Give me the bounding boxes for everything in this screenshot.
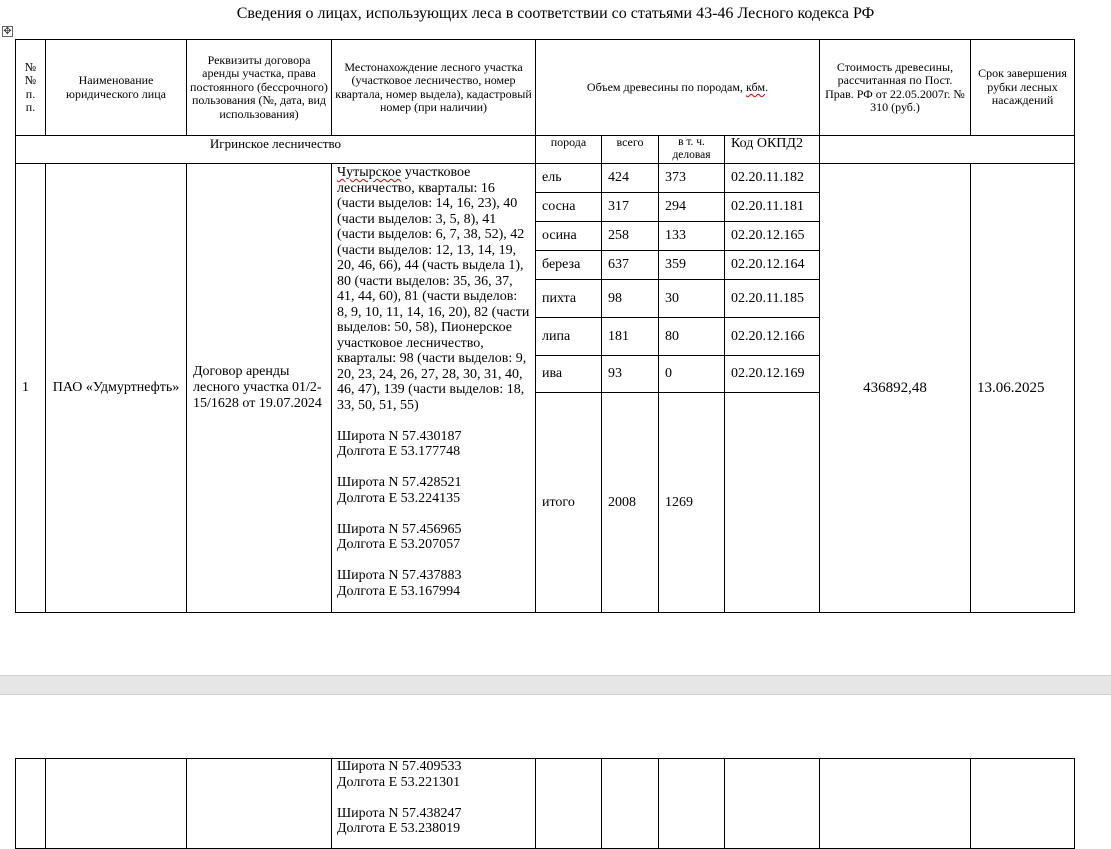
record-contract: Договор аренды лесного участка 01/2-15/1628 от 19.07.2024 (187, 164, 332, 613)
coord-lon: Долгота E 53.221301 (337, 774, 461, 790)
species-business: 359 (659, 251, 725, 280)
species-name: береза (536, 251, 602, 280)
coord-lon: Долгота E 53.238019 (337, 821, 461, 836)
coord-lon: Долгота E 53.177748 (337, 444, 461, 459)
forestry-name: Игринское лесничество (16, 136, 536, 164)
coord-lat: Широта N 57.437883 (337, 568, 462, 583)
totals-name: итого (536, 393, 602, 613)
header-volume-unit: кбм (745, 79, 766, 94)
subheader-business: в т. ч. деловая (659, 136, 725, 164)
coord-lat: Широта N 57.430187 (337, 428, 462, 444)
species-total: 258 (602, 222, 659, 251)
header-row (16, 40, 1075, 136)
species-code: 02.20.11.181 (725, 193, 820, 222)
continued-species (536, 759, 602, 849)
coord-lon: Долгота E 53.167994 (337, 583, 461, 599)
totals-code (725, 393, 820, 613)
species-business: 133 (659, 222, 725, 251)
header-deadline: Срок завершения рубки лесных насаждений (971, 40, 1075, 136)
species-business: 0 (659, 356, 725, 393)
totals-total: 2008 (602, 393, 659, 613)
table-move-handle-icon[interactable]: ✥ (3, 26, 12, 37)
coord-lat: Широта N 57.409533 (337, 759, 462, 774)
continued-num (16, 759, 46, 849)
page-title: Сведения о лицах, использующих леса в соответствии со статьями 43-46 Лесного кодекса РФ (236, 5, 875, 22)
location-text: участковое лесничество, кварталы: 16 (части выделов: 14, 16, 23), 40 (части выделов: 3, 5, 8), 41 (части выделов: 6, 7, 38, 52), 42 (части выделов: 12, 13, 14, 19, 20, 46, 66), 44 (часть выдела 1), 80 (части выделов: 35, 36, 37, 41, 44, 60), 81 (части выделов: 8, 9, 10, 11, 14, 16, 20), 82 (части выделов: 50, 58), Пионерское участковое лесничество, кварталы: 98 (части выделов: 9, 20, 23, 24, 26, 27, 28, 30, 31, 40, 46, 47), 139 (части выделов: 18, 33, 50, 51, 55) (337, 165, 530, 413)
continued-location (332, 759, 536, 849)
header-volume-suffix: . (765, 79, 769, 94)
continued-cost (820, 759, 971, 849)
species-code: 02.20.11.182 (725, 164, 820, 193)
species-business: 294 (659, 193, 725, 222)
page-break (0, 675, 1111, 695)
species-total: 181 (602, 318, 659, 356)
subheader-empty (820, 136, 1075, 164)
species-business: 80 (659, 318, 725, 356)
table-row (16, 164, 1075, 193)
table-row (16, 759, 1075, 849)
record-cost: 436892,48 (820, 164, 971, 613)
forest-users-table (15, 39, 1075, 613)
location-first-word: Чутырское (337, 165, 402, 180)
species-total: 98 (602, 280, 659, 318)
species-total: 93 (602, 356, 659, 393)
header-volume (536, 40, 820, 136)
subheader-row (16, 136, 1075, 164)
header-contract: Реквизиты договора аренды участка, права постоянного (бессрочного) пользования (№, дата, вид использования) (187, 40, 332, 136)
record-location (332, 164, 536, 613)
species-total: 637 (602, 251, 659, 280)
header-name: Наименование юридического лица (46, 40, 187, 136)
species-name: ива (536, 356, 602, 393)
coord-lon: Долгота E 53.224135 (337, 490, 461, 506)
species-name: ель (536, 164, 602, 193)
species-code: 02.20.12.164 (725, 251, 820, 280)
species-code: 02.20.12.169 (725, 356, 820, 393)
header-volume-prefix: Объем древесины по породам, (586, 79, 746, 94)
species-name: сосна (536, 193, 602, 222)
totals-business: 1269 (659, 393, 725, 613)
coord-lon: Долгота E 53.207057 (337, 537, 461, 552)
species-total: 424 (602, 164, 659, 193)
continued-deadline (971, 759, 1075, 849)
header-cost: Стоимость древесины, рассчитанная по Пост. Прав. РФ от 22.05.2007г. № 310 (руб.) (820, 40, 971, 136)
subheader-species: порода (536, 136, 602, 164)
species-code: 02.20.12.165 (725, 222, 820, 251)
coord-lat: Широта N 57.456965 (337, 521, 462, 537)
subheader-total: всего (602, 136, 659, 164)
record-num: 1 (16, 164, 46, 613)
forest-users-table-continued (15, 758, 1075, 849)
subheader-okpd: Код ОКПД2 (725, 136, 820, 164)
species-code: 02.20.12.166 (725, 318, 820, 356)
species-name: пихта (536, 280, 602, 318)
continued-code (725, 759, 820, 849)
species-business: 373 (659, 164, 725, 193)
record-name: ПАО «Удмуртнефть» (46, 164, 187, 613)
continued-business (659, 759, 725, 849)
species-name: липа (536, 318, 602, 356)
header-num: № № п. п. (16, 40, 46, 136)
coord-lat: Широта N 57.428521 (337, 475, 462, 490)
species-name: осина (536, 222, 602, 251)
continued-contract (187, 759, 332, 849)
continued-total (602, 759, 659, 849)
species-total: 317 (602, 193, 659, 222)
species-business: 30 (659, 280, 725, 318)
header-location: Местонахождение лесного участка (участковое лесничество, номер квартала, номер выдела), кадастровый номер (при наличии) (332, 40, 536, 136)
species-code: 02.20.11.185 (725, 280, 820, 318)
continued-name (46, 759, 187, 849)
record-deadline: 13.06.2025 (971, 164, 1075, 613)
coord-lat: Широта N 57.438247 (337, 805, 462, 821)
